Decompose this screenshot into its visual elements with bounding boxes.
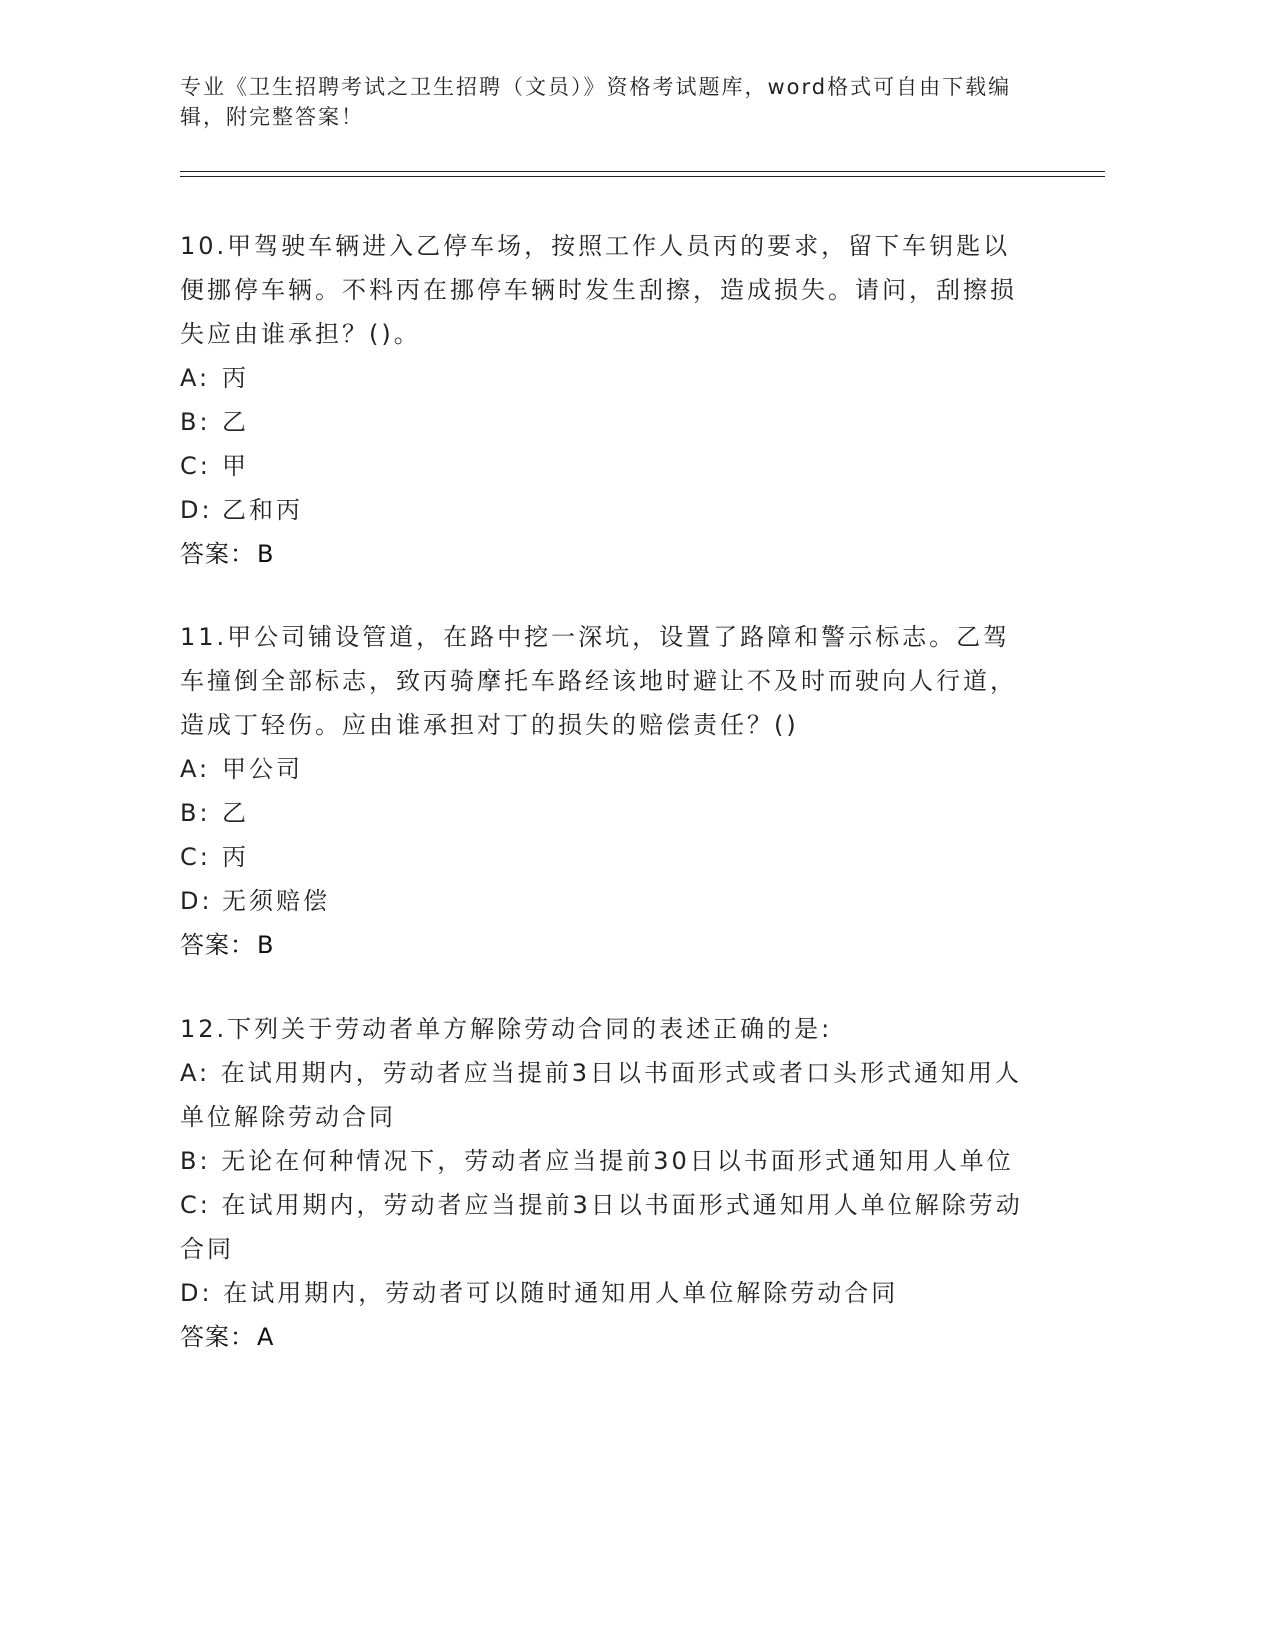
- answer-line: [180, 1315, 1030, 1359]
- question-stem: 10.甲驾驶车辆进入乙停车场，按照工作人员丙的要求，留下车钥匙以便挪停车辆。不料丙在挪停车辆时发生刮擦，造成损失。请问，刮擦损失应由谁承担？()。: [180, 232, 1017, 348]
- option-text: 乙: [222, 408, 249, 436]
- question-10: [180, 224, 1030, 576]
- answer-value: B: [257, 540, 275, 568]
- option-c: [180, 1183, 1030, 1271]
- option-c: [180, 444, 1030, 488]
- question-stem: 11.甲公司铺设管道，在路中挖一深坑，设置了路障和警示标志。乙驾车撞倒全部标志，致丙骑摩托车路经该地时避让不及时而驶向人行道，造成丁轻伤。应由谁承担对丁的损失的赔偿责任？(): [180, 623, 1017, 739]
- answer-label: 答案：: [180, 931, 255, 959]
- option-text: 无须赔偿: [222, 887, 330, 915]
- question-12: [180, 1007, 1030, 1359]
- option-label: B:: [180, 799, 211, 827]
- option-text: 无论在何种情况下，劳动者应当提前30日以书面形式通知用人单位: [221, 1147, 1014, 1175]
- option-label: A:: [180, 364, 211, 392]
- header-divider-bottom: [180, 176, 1105, 177]
- header-divider-top: [180, 171, 1105, 172]
- answer-line: [180, 923, 1030, 967]
- option-c: [180, 835, 1030, 879]
- answer-label: 答案：: [180, 1323, 255, 1351]
- option-text: 丙: [222, 843, 249, 871]
- question-stem: 12.下列关于劳动者单方解除劳动合同的表述正确的是:: [180, 1015, 833, 1043]
- option-text: 丙: [222, 364, 249, 392]
- answer-value: B: [257, 931, 275, 959]
- option-b: [180, 791, 1030, 835]
- option-text: 甲公司: [222, 755, 303, 783]
- option-label: D:: [180, 1279, 213, 1307]
- option-b: [180, 1139, 1030, 1183]
- answer-label: 答案：: [180, 540, 255, 568]
- answer-value: A: [257, 1323, 275, 1351]
- option-text: 在试用期内，劳动者应当提前3日以书面形式通知用人单位解除劳动合同: [180, 1191, 1023, 1263]
- option-text: 乙: [222, 799, 249, 827]
- answer-line: [180, 532, 1030, 576]
- option-label: D:: [180, 887, 213, 915]
- option-text: 在试用期内，劳动者应当提前3日以书面形式或者口头形式通知用人单位解除劳动合同: [180, 1059, 1023, 1131]
- option-label: C:: [180, 843, 211, 871]
- option-label: A:: [180, 755, 211, 783]
- option-label: A:: [180, 1059, 211, 1087]
- option-label: B:: [180, 1147, 211, 1175]
- question-11: [180, 615, 1030, 967]
- option-d: [180, 879, 1030, 923]
- option-text: 甲: [222, 452, 249, 480]
- document-header: 专业《卫生招聘考试之卫生招聘（文员）》资格考试题库，word格式可自由下载编辑，附完整答案！: [180, 75, 1012, 129]
- option-a: [180, 747, 1030, 791]
- option-text: 在试用期内，劳动者可以随时通知用人单位解除劳动合同: [223, 1279, 899, 1307]
- option-text: 乙和丙: [222, 496, 303, 524]
- option-label: B:: [180, 408, 211, 436]
- option-a: [180, 356, 1030, 400]
- option-label: C:: [180, 452, 211, 480]
- option-d: [180, 488, 1030, 532]
- option-label: D:: [180, 496, 213, 524]
- option-d: [180, 1271, 1030, 1315]
- option-a: [180, 1051, 1030, 1139]
- option-b: [180, 400, 1030, 444]
- option-label: C:: [180, 1191, 211, 1219]
